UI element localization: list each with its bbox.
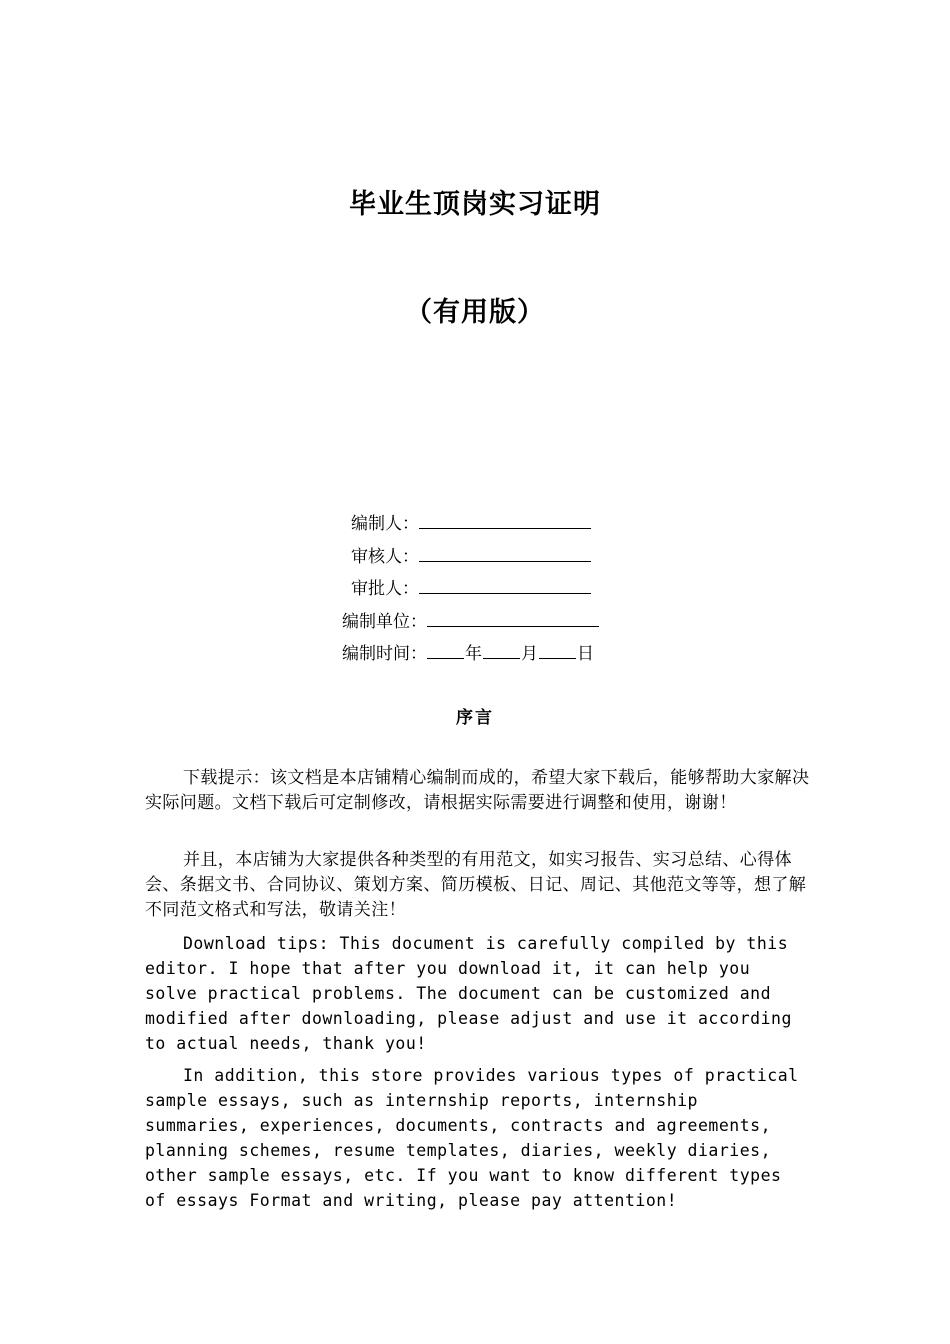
preface-paragraph-3: Download tips: This document is carefully compiled by this editor. I hope that after you download it, it can help you solve practical problems. The document can be customized and modified after downloading, please adjust and use it according to actual needs, thank you!: [145, 934, 792, 1053]
signature-form: [0, 510, 950, 673]
unit-label: 编制单位：: [342, 611, 427, 632]
approver-label: 审批人：: [351, 579, 419, 599]
preface-paragraph-1: 下载提示：该文档是本店铺精心编制而成的，希望大家下载后，能够帮助大家解决实际问题。文档下载后可定制修改，请根据实际需要进行调整和使用，谢谢！: [145, 768, 810, 813]
approver-row: [0, 575, 950, 608]
approver-blank: [419, 575, 591, 594]
year-label: 年: [465, 644, 482, 664]
document-title: 毕业生顶岗实习证明: [349, 189, 601, 220]
month-blank: [483, 640, 520, 659]
unit-row: [0, 608, 950, 641]
compiler-blank: [419, 510, 591, 529]
day-blank: [539, 640, 576, 659]
time-label: 编制时间：: [342, 644, 427, 664]
day-label: 日: [577, 644, 594, 664]
compiler-row: [0, 510, 950, 543]
preface-paragraph-2: 并且，本店铺为大家提供各种类型的有用范文，如实习报告、实习总结、心得体会、条据文书、合同协议、策划方案、简历模板、日记、周记、其他范文等等，想了解不同范文格式和写法，敬请关注！: [145, 850, 807, 920]
reviewer-blank: [419, 543, 591, 562]
document-subtitle: （有用版）: [405, 297, 545, 328]
time-row: [0, 640, 950, 673]
reviewer-label: 审核人：: [351, 546, 419, 567]
month-label: 月: [521, 644, 538, 664]
unit-blank: [427, 608, 599, 627]
year-blank: [427, 640, 464, 659]
preface-title: 序言: [456, 708, 494, 728]
compiler-label: 编制人：: [351, 514, 419, 534]
preface-paragraph-4: In addition, this store provides various types of practical sample essays, such as internship reports, internship summaries, experiences, documents, contracts and agreements, planning schemes, resume templates, diaries, weekly diaries, other sample essays, etc. If you want to know different types of essays Format and writing, please pay attention!: [145, 1066, 799, 1210]
reviewer-row: [0, 543, 950, 576]
